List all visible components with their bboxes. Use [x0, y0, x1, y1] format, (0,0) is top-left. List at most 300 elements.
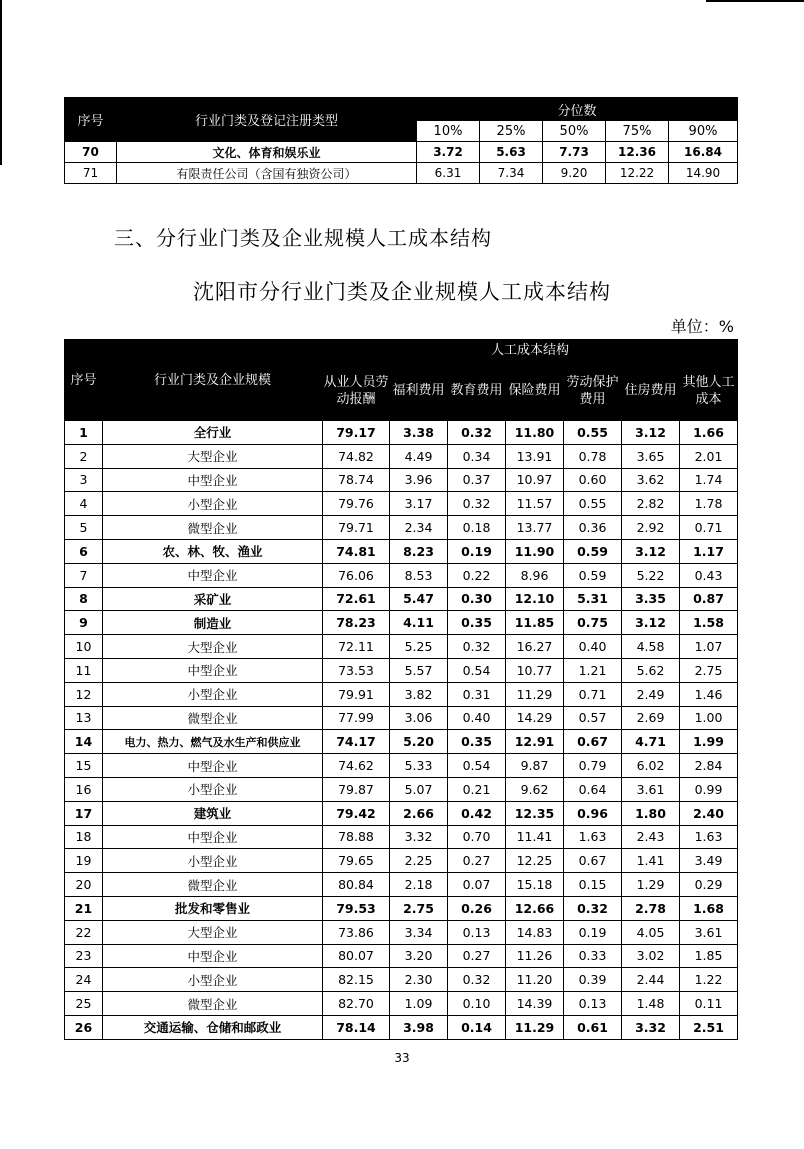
row-value: 0.70 — [448, 825, 506, 849]
row-value: 9.20 — [543, 163, 606, 184]
row-seq: 16 — [65, 777, 103, 801]
row-value: 14.29 — [506, 706, 564, 730]
row-seq: 71 — [65, 163, 117, 184]
row-value: 1.80 — [622, 801, 680, 825]
row-value: 0.13 — [564, 992, 622, 1016]
table-row — [65, 873, 738, 897]
row-seq: 13 — [65, 706, 103, 730]
row-value: 0.60 — [564, 468, 622, 492]
row-value: 0.87 — [680, 587, 738, 611]
row-value: 8.23 — [390, 539, 448, 563]
row-name: 全行业 — [103, 421, 323, 445]
row-value: 0.54 — [448, 754, 506, 778]
row-value: 1.85 — [680, 944, 738, 968]
header-column: 保险费用 — [506, 361, 564, 421]
row-value: 79.65 — [323, 849, 390, 873]
row-value: 0.22 — [448, 563, 506, 587]
row-value: 0.64 — [564, 777, 622, 801]
row-name: 小型企业 — [103, 682, 323, 706]
header-percentile: 10% — [417, 121, 480, 142]
row-value: 5.20 — [390, 730, 448, 754]
row-value: 77.99 — [323, 706, 390, 730]
row-seq: 7 — [65, 563, 103, 587]
row-seq: 24 — [65, 968, 103, 992]
row-name: 微型企业 — [103, 873, 323, 897]
row-value: 3.61 — [622, 777, 680, 801]
row-value: 0.30 — [448, 587, 506, 611]
row-value: 2.75 — [390, 896, 448, 920]
row-value: 0.96 — [564, 801, 622, 825]
row-value: 76.06 — [323, 563, 390, 587]
header-column: 从业人员劳动报酬 — [323, 361, 390, 421]
row-value: 0.39 — [564, 968, 622, 992]
row-seq: 12 — [65, 682, 103, 706]
row-value: 79.53 — [323, 896, 390, 920]
row-value: 12.91 — [506, 730, 564, 754]
row-value: 0.59 — [564, 539, 622, 563]
row-value: 1.46 — [680, 682, 738, 706]
row-value: 11.29 — [506, 1015, 564, 1039]
table-row — [65, 968, 738, 992]
row-value: 0.19 — [564, 920, 622, 944]
table-row — [65, 920, 738, 944]
row-value: 3.82 — [390, 682, 448, 706]
row-name: 中型企业 — [103, 944, 323, 968]
row-value: 16.84 — [669, 142, 738, 163]
row-seq: 5 — [65, 516, 103, 540]
row-value: 78.23 — [323, 611, 390, 635]
row-value: 2.44 — [622, 968, 680, 992]
row-value: 0.42 — [448, 801, 506, 825]
row-value: 3.61 — [680, 920, 738, 944]
row-value: 5.62 — [622, 658, 680, 682]
table-row — [65, 992, 738, 1016]
row-value: 12.36 — [606, 142, 669, 163]
row-value: 3.12 — [622, 539, 680, 563]
row-name: 文化、体育和娱乐业 — [117, 142, 417, 163]
row-value: 9.87 — [506, 754, 564, 778]
table-row — [65, 1015, 738, 1039]
row-seq: 1 — [65, 421, 103, 445]
header-column: 教育费用 — [448, 361, 506, 421]
row-value: 2.18 — [390, 873, 448, 897]
row-value: 3.12 — [622, 421, 680, 445]
row-name: 大型企业 — [103, 920, 323, 944]
row-name: 有限责任公司（含国有独资公司） — [117, 163, 417, 184]
labor-cost-structure-table — [64, 339, 738, 1040]
row-value: 0.79 — [564, 754, 622, 778]
row-value: 79.87 — [323, 777, 390, 801]
row-value: 0.71 — [680, 516, 738, 540]
row-value: 11.29 — [506, 682, 564, 706]
row-value: 11.41 — [506, 825, 564, 849]
row-seq: 25 — [65, 992, 103, 1016]
row-value: 1.21 — [564, 658, 622, 682]
row-value: 0.67 — [564, 849, 622, 873]
row-value: 0.29 — [680, 873, 738, 897]
row-seq: 26 — [65, 1015, 103, 1039]
row-seq: 23 — [65, 944, 103, 968]
table-row — [65, 801, 738, 825]
row-value: 2.78 — [622, 896, 680, 920]
row-value: 3.17 — [390, 492, 448, 516]
row-value: 4.05 — [622, 920, 680, 944]
row-value: 79.17 — [323, 421, 390, 445]
row-value: 11.85 — [506, 611, 564, 635]
row-name: 中型企业 — [103, 754, 323, 778]
row-name: 小型企业 — [103, 849, 323, 873]
row-value: 3.06 — [390, 706, 448, 730]
table-row — [65, 635, 738, 659]
row-seq: 22 — [65, 920, 103, 944]
table-row — [65, 849, 738, 873]
row-value: 11.20 — [506, 968, 564, 992]
row-value: 2.92 — [622, 516, 680, 540]
row-value: 3.12 — [622, 611, 680, 635]
table-row — [65, 825, 738, 849]
row-value: 0.55 — [564, 492, 622, 516]
row-value: 0.71 — [564, 682, 622, 706]
table-row — [65, 492, 738, 516]
table-row — [65, 706, 738, 730]
row-value: 0.15 — [564, 873, 622, 897]
row-seq: 11 — [65, 658, 103, 682]
row-value: 0.35 — [448, 611, 506, 635]
row-value: 1.00 — [680, 706, 738, 730]
row-value: 4.49 — [390, 444, 448, 468]
row-value: 15.18 — [506, 873, 564, 897]
row-value: 1.29 — [622, 873, 680, 897]
row-value: 14.83 — [506, 920, 564, 944]
table-row — [65, 163, 738, 184]
row-seq: 20 — [65, 873, 103, 897]
row-value: 7.73 — [543, 142, 606, 163]
row-value: 1.63 — [680, 825, 738, 849]
row-value: 0.32 — [448, 492, 506, 516]
row-value: 8.96 — [506, 563, 564, 587]
row-value: 3.20 — [390, 944, 448, 968]
row-value: 12.22 — [606, 163, 669, 184]
row-value: 12.35 — [506, 801, 564, 825]
row-value: 10.97 — [506, 468, 564, 492]
row-value: 3.49 — [680, 849, 738, 873]
header-column: 劳动保护费用 — [564, 361, 622, 421]
row-value: 1.58 — [680, 611, 738, 635]
row-name: 微型企业 — [103, 706, 323, 730]
row-seq: 2 — [65, 444, 103, 468]
row-seq: 18 — [65, 825, 103, 849]
row-value: 5.25 — [390, 635, 448, 659]
row-value: 2.51 — [680, 1015, 738, 1039]
row-value: 0.18 — [448, 516, 506, 540]
row-value: 12.66 — [506, 896, 564, 920]
row-value: 1.66 — [680, 421, 738, 445]
row-value: 5.22 — [622, 563, 680, 587]
row-value: 1.63 — [564, 825, 622, 849]
row-seq: 9 — [65, 611, 103, 635]
row-value: 79.42 — [323, 801, 390, 825]
header-structure-group: 人工成本结构 — [323, 340, 738, 361]
row-value: 2.66 — [390, 801, 448, 825]
row-seq: 19 — [65, 849, 103, 873]
header-column: 其他人工成本 — [680, 361, 738, 421]
row-value: 0.27 — [448, 944, 506, 968]
table-row — [65, 563, 738, 587]
header-percentile: 90% — [669, 121, 738, 142]
row-seq: 70 — [65, 142, 117, 163]
row-value: 3.72 — [417, 142, 480, 163]
row-value: 0.31 — [448, 682, 506, 706]
row-value: 0.55 — [564, 421, 622, 445]
row-value: 13.91 — [506, 444, 564, 468]
header-category: 行业门类及登记注册类型 — [117, 98, 417, 142]
row-seq: 10 — [65, 635, 103, 659]
row-value: 2.49 — [622, 682, 680, 706]
row-value: 0.19 — [448, 539, 506, 563]
row-seq: 4 — [65, 492, 103, 516]
row-value: 6.31 — [417, 163, 480, 184]
row-name: 批发和零售业 — [103, 896, 323, 920]
row-value: 0.99 — [680, 777, 738, 801]
row-value: 3.35 — [622, 587, 680, 611]
row-seq: 21 — [65, 896, 103, 920]
row-seq: 3 — [65, 468, 103, 492]
row-value: 1.09 — [390, 992, 448, 1016]
row-value: 0.33 — [564, 944, 622, 968]
header-seq: 序号 — [65, 340, 103, 421]
row-value: 78.88 — [323, 825, 390, 849]
row-value: 3.96 — [390, 468, 448, 492]
row-value: 0.13 — [448, 920, 506, 944]
row-value: 2.43 — [622, 825, 680, 849]
row-value: 5.33 — [390, 754, 448, 778]
row-value: 74.62 — [323, 754, 390, 778]
row-value: 0.54 — [448, 658, 506, 682]
row-value: 0.43 — [680, 563, 738, 587]
table-row — [65, 730, 738, 754]
row-value: 3.38 — [390, 421, 448, 445]
row-value: 7.34 — [480, 163, 543, 184]
row-name: 建筑业 — [103, 801, 323, 825]
row-value: 2.25 — [390, 849, 448, 873]
page-number: 33 — [394, 1051, 410, 1065]
row-name: 制造业 — [103, 611, 323, 635]
row-value: 0.34 — [448, 444, 506, 468]
row-name: 大型企业 — [103, 635, 323, 659]
row-name: 大型企业 — [103, 444, 323, 468]
row-value: 2.34 — [390, 516, 448, 540]
table-row — [65, 611, 738, 635]
row-value: 3.98 — [390, 1015, 448, 1039]
row-value: 2.01 — [680, 444, 738, 468]
row-value: 4.71 — [622, 730, 680, 754]
row-value: 0.32 — [564, 896, 622, 920]
row-value: 1.48 — [622, 992, 680, 1016]
row-value: 2.84 — [680, 754, 738, 778]
row-value: 1.68 — [680, 896, 738, 920]
row-value: 6.02 — [622, 754, 680, 778]
row-value: 1.78 — [680, 492, 738, 516]
row-name: 中型企业 — [103, 658, 323, 682]
header-percentile-group: 分位数 — [417, 98, 738, 121]
row-value: 0.11 — [680, 992, 738, 1016]
table-row — [65, 896, 738, 920]
row-value: 3.65 — [622, 444, 680, 468]
row-value: 79.91 — [323, 682, 390, 706]
row-value: 1.07 — [680, 635, 738, 659]
row-value: 16.27 — [506, 635, 564, 659]
row-value: 3.02 — [622, 944, 680, 968]
row-value: 10.77 — [506, 658, 564, 682]
row-value: 13.77 — [506, 516, 564, 540]
section-heading: 三、分行业门类及企业规模人工成本结构 — [114, 226, 492, 250]
row-value: 2.40 — [680, 801, 738, 825]
row-value: 78.14 — [323, 1015, 390, 1039]
row-seq: 14 — [65, 730, 103, 754]
row-name: 采矿业 — [103, 587, 323, 611]
header-category: 行业门类及企业规模 — [103, 340, 323, 421]
header-seq: 序号 — [65, 98, 117, 142]
row-value: 0.67 — [564, 730, 622, 754]
row-value: 11.26 — [506, 944, 564, 968]
row-value: 4.58 — [622, 635, 680, 659]
row-value: 11.80 — [506, 421, 564, 445]
table-row — [65, 142, 738, 163]
row-value: 0.27 — [448, 849, 506, 873]
row-name: 中型企业 — [103, 825, 323, 849]
row-name: 小型企业 — [103, 968, 323, 992]
table-row — [65, 754, 738, 778]
row-value: 2.82 — [622, 492, 680, 516]
row-value: 0.75 — [564, 611, 622, 635]
row-value: 3.62 — [622, 468, 680, 492]
row-name: 小型企业 — [103, 777, 323, 801]
row-value: 0.78 — [564, 444, 622, 468]
table-row — [65, 777, 738, 801]
row-value: 14.39 — [506, 992, 564, 1016]
row-name: 微型企业 — [103, 516, 323, 540]
row-value: 73.86 — [323, 920, 390, 944]
row-value: 0.07 — [448, 873, 506, 897]
row-value: 11.57 — [506, 492, 564, 516]
table-row — [65, 444, 738, 468]
row-value: 1.17 — [680, 539, 738, 563]
row-value: 0.32 — [448, 635, 506, 659]
row-value: 1.22 — [680, 968, 738, 992]
row-seq: 15 — [65, 754, 103, 778]
scan-edge-left — [0, 0, 2, 165]
row-value: 2.30 — [390, 968, 448, 992]
table-row — [65, 468, 738, 492]
row-value: 2.69 — [622, 706, 680, 730]
table-row — [65, 516, 738, 540]
row-value: 4.11 — [390, 611, 448, 635]
row-value: 0.21 — [448, 777, 506, 801]
row-seq: 17 — [65, 801, 103, 825]
scan-edge-top — [706, 0, 804, 2]
row-seq: 8 — [65, 587, 103, 611]
row-value: 0.26 — [448, 896, 506, 920]
row-value: 79.76 — [323, 492, 390, 516]
row-value: 3.34 — [390, 920, 448, 944]
header-percentile: 75% — [606, 121, 669, 142]
row-value: 74.81 — [323, 539, 390, 563]
row-value: 74.82 — [323, 444, 390, 468]
row-value: 82.70 — [323, 992, 390, 1016]
row-value: 9.62 — [506, 777, 564, 801]
row-value: 0.32 — [448, 968, 506, 992]
row-value: 0.37 — [448, 468, 506, 492]
row-value: 0.36 — [564, 516, 622, 540]
row-value: 2.75 — [680, 658, 738, 682]
row-value: 3.32 — [390, 825, 448, 849]
unit-label: 单位：% — [670, 317, 734, 336]
row-value: 78.74 — [323, 468, 390, 492]
row-value: 1.74 — [680, 468, 738, 492]
row-value: 3.32 — [622, 1015, 680, 1039]
row-value: 1.99 — [680, 730, 738, 754]
row-name: 农、林、牧、渔业 — [103, 539, 323, 563]
row-value: 5.57 — [390, 658, 448, 682]
row-value: 11.90 — [506, 539, 564, 563]
row-value: 0.32 — [448, 421, 506, 445]
row-value: 1.41 — [622, 849, 680, 873]
row-name: 交通运输、仓储和邮政业 — [103, 1015, 323, 1039]
row-name: 小型企业 — [103, 492, 323, 516]
row-value: 12.25 — [506, 849, 564, 873]
row-value: 5.47 — [390, 587, 448, 611]
row-value: 0.35 — [448, 730, 506, 754]
row-value: 72.11 — [323, 635, 390, 659]
percentile-table — [64, 97, 738, 184]
row-value: 5.07 — [390, 777, 448, 801]
table-row — [65, 587, 738, 611]
row-value: 0.59 — [564, 563, 622, 587]
row-value: 0.14 — [448, 1015, 506, 1039]
row-value: 74.17 — [323, 730, 390, 754]
header-percentile: 25% — [480, 121, 543, 142]
row-name: 电力、热力、燃气及水生产和供应业 — [103, 730, 323, 754]
row-name: 中型企业 — [103, 563, 323, 587]
table-title: 沈阳市分行业门类及企业规模人工成本结构 — [193, 280, 611, 304]
table-row — [65, 682, 738, 706]
row-value: 0.61 — [564, 1015, 622, 1039]
row-value: 80.84 — [323, 873, 390, 897]
row-value: 8.53 — [390, 563, 448, 587]
row-value: 12.10 — [506, 587, 564, 611]
row-value: 80.07 — [323, 944, 390, 968]
table-row — [65, 658, 738, 682]
row-value: 82.15 — [323, 968, 390, 992]
row-value: 0.57 — [564, 706, 622, 730]
row-value: 0.10 — [448, 992, 506, 1016]
table-row — [65, 944, 738, 968]
row-value: 79.71 — [323, 516, 390, 540]
header-column: 福利费用 — [390, 361, 448, 421]
row-name: 中型企业 — [103, 468, 323, 492]
row-value: 5.63 — [480, 142, 543, 163]
header-column: 住房费用 — [622, 361, 680, 421]
row-value: 72.61 — [323, 587, 390, 611]
header-percentile: 50% — [543, 121, 606, 142]
table-row — [65, 421, 738, 445]
row-value: 14.90 — [669, 163, 738, 184]
row-name: 微型企业 — [103, 992, 323, 1016]
row-value: 73.53 — [323, 658, 390, 682]
row-value: 0.40 — [564, 635, 622, 659]
row-seq: 6 — [65, 539, 103, 563]
table-row — [65, 539, 738, 563]
